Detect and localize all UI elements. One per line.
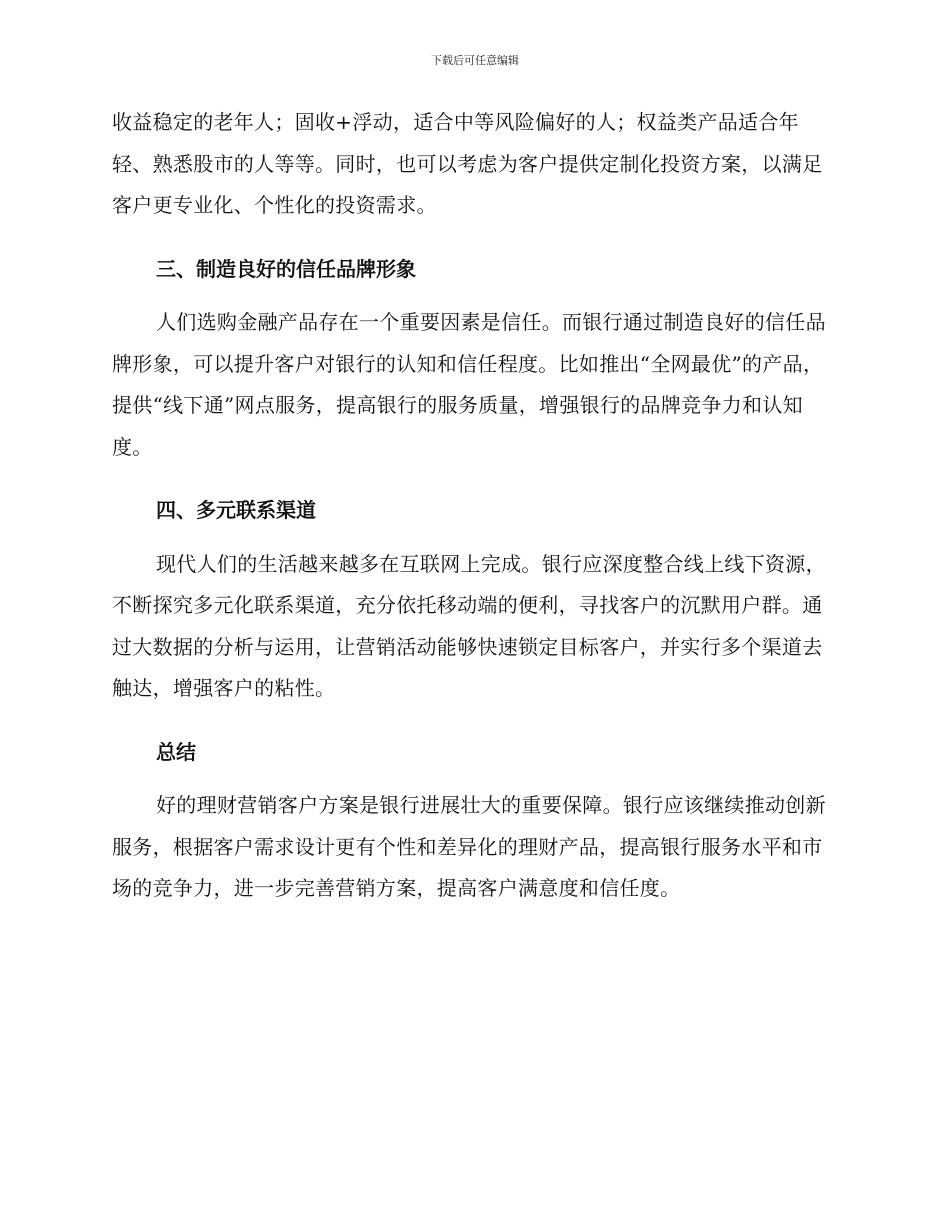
document-body <box>112 102 832 910</box>
section-heading-summary: 总结 <box>156 739 196 764</box>
section-paragraph-channels: 现代人们的生活越来越多在互联网上完成。银行应深度整合线上线下资源，不断探究多元化联系渠道，充分依托移动端的便利，寻找客户的沉默用户群。通过大数据的分析与运用，让营销活动能够快速锁定目标客户，并实行多个渠道去触达，增强客户的粘性。 <box>112 551 826 700</box>
page-header-note: 下载后可任意编辑 <box>431 54 519 67</box>
section-paragraph-trust-brand: 人们选购金融产品存在一个重要因素是信任。而银行通过制造良好的信任品牌形象，可以提升客户对银行的认知和信任程度。比如推出“全网最优”的产品，提供“线下通”网点服务，提高银行的服务质量，增强银行的品牌竞争力和认知度。 <box>112 310 826 459</box>
section-heading-trust-brand: 三、制造良好的信任品牌形象 <box>156 256 416 281</box>
section-heading-channels: 四、多元联系渠道 <box>156 498 316 522</box>
intro-paragraph: 收益稳定的老年人；固收+浮动，适合中等风险偏好的人；权益类产品适合年轻、熟悉股市的人等等。同时，也可以考虑为客户提供定制化投资方案，以满足客户更专业化、个性化的投资需求。 <box>112 110 823 217</box>
section-paragraph-summary: 好的理财营销客户方案是银行进展壮大的重要保障。银行应该继续推动创新服务，根据客户需求设计更有个性和差异化的理财产品，提高银行服务水平和市场的竞争力，进一步完善营销方案，提高客户满意度和信任度。 <box>112 793 826 900</box>
